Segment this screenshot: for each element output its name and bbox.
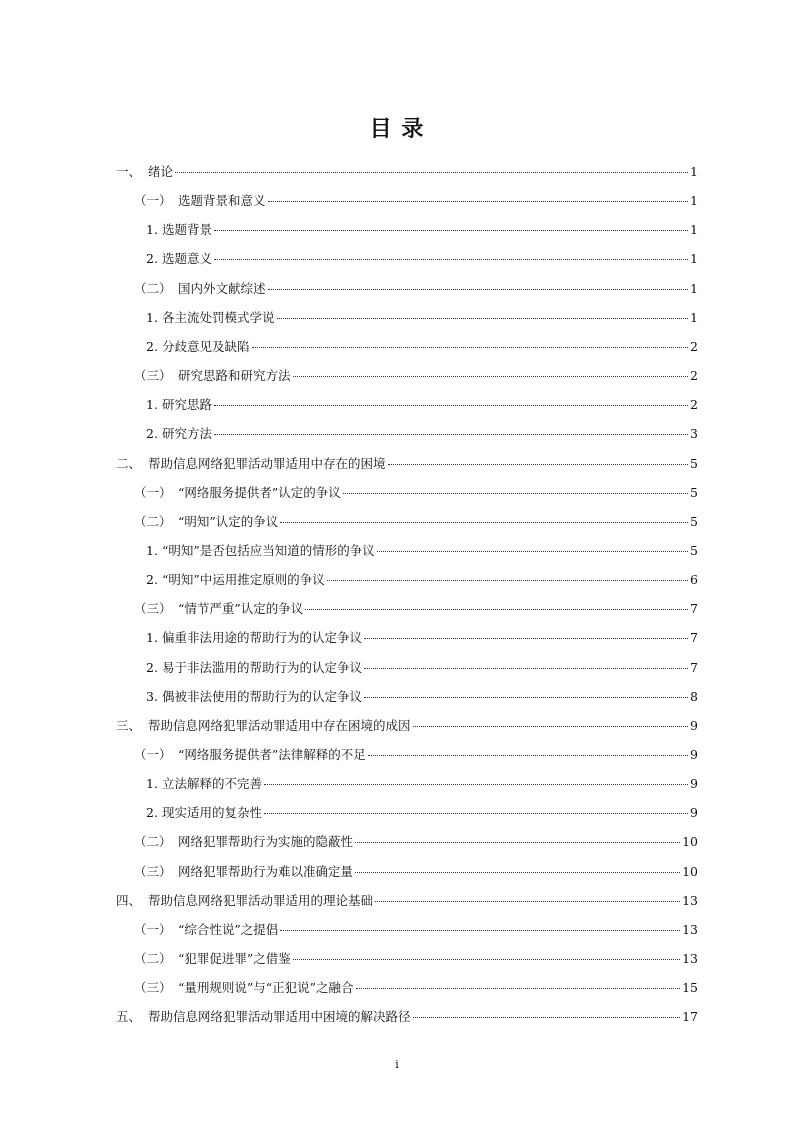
toc-entry-title: “犯罪促进罪”之借鉴 [178, 951, 291, 967]
toc-entry-page: 9 [690, 747, 698, 762]
toc-dot-leader [355, 860, 680, 873]
toc-entry-number: （二） [134, 951, 172, 967]
toc-entry-page: 2 [690, 338, 698, 354]
toc-entry-title: 分歧意见及缺陷 [162, 338, 250, 354]
toc-entry-number: 1. [146, 630, 158, 646]
toc-dot-leader [293, 947, 680, 960]
toc-entry-page: 1 [690, 251, 698, 267]
toc-entry-title: 帮助信息网络犯罪活动罪适用中存在困境的成因 [148, 717, 411, 733]
toc-entry-title: “网络服务提供者”认定的争议 [178, 484, 341, 500]
toc-entry-number: 2. [146, 805, 158, 821]
toc-dot-leader [175, 160, 688, 173]
toc-entry-title: “量刑规则说”与“正犯说”之融合 [178, 980, 354, 996]
toc-entry-page: 5 [690, 542, 698, 558]
toc-entry-page: 9 [690, 805, 698, 821]
toc-entry-title: 选题背景和意义 [178, 193, 266, 209]
toc-entry-title: 现实适用的复杂性 [162, 805, 263, 821]
toc-entry[interactable] [146, 686, 698, 708]
toc-entry-number: （二） [134, 280, 172, 296]
toc-entry-page: 7 [690, 601, 698, 617]
toc-entry[interactable] [134, 278, 698, 300]
toc-entry-number: （一） [134, 747, 172, 762]
toc-entry-page: 7 [690, 630, 698, 646]
toc-entry[interactable] [134, 919, 698, 941]
toc-dot-leader [214, 422, 688, 435]
toc-entry-number: 2. [146, 572, 158, 588]
toc-entry-number: （一） [134, 484, 172, 500]
toc-entry[interactable] [146, 802, 698, 824]
toc-dot-leader [364, 626, 688, 639]
toc-entry-page: 17 [682, 1009, 698, 1025]
toc-entry-title: 网络犯罪帮助行为实施的隐蔽性 [178, 834, 354, 850]
toc-entry-number: （一） [134, 921, 172, 937]
toc-entry[interactable] [134, 598, 698, 620]
toc-entry-page: 1 [690, 280, 698, 296]
toc-dot-leader [293, 364, 689, 377]
toc-dot-leader [280, 918, 680, 931]
toc-entry[interactable] [146, 394, 698, 416]
toc-entry[interactable] [146, 540, 698, 562]
toc-entry-page: 1 [690, 193, 698, 209]
toc-entry-page: 7 [690, 659, 698, 675]
page-number-footer: i [395, 1058, 399, 1071]
toc-dot-leader [356, 976, 681, 989]
toc-entry-title: 帮助信息网络犯罪活动罪适用中困境的解决路径 [148, 1009, 411, 1025]
toc-entry-title: 偶被非法使用的帮助行为的认定争议 [162, 688, 363, 704]
toc-entry-title: 偏重非法用途的帮助行为的认定争议 [162, 630, 363, 646]
toc-entry-number: 1. [146, 542, 158, 558]
toc-dot-leader [413, 714, 689, 727]
toc-dot-leader [268, 189, 689, 202]
toc-entry-number: 1. [146, 309, 158, 325]
toc-entry-page: 13 [682, 892, 698, 908]
toc-entry-title: 网络犯罪帮助行为难以准确定量 [178, 863, 354, 879]
toc-entry[interactable] [146, 773, 698, 795]
toc-dot-leader [364, 685, 688, 698]
toc-entry-title: 各主流处罚模式学说 [162, 309, 275, 325]
toc-dot-leader [214, 247, 688, 260]
toc-dot-leader [364, 656, 688, 669]
toc-entry-number: 四、 [116, 892, 142, 908]
toc-entry[interactable] [146, 248, 698, 270]
toc-entry-title: 研究思路 [162, 397, 213, 413]
toc-entry-page: 5 [690, 513, 698, 529]
toc-entry-number: 五、 [116, 1009, 142, 1025]
toc-entry-title: 帮助信息网络犯罪活动罪适用的理论基础 [148, 892, 374, 908]
toc-entry-number: （三） [134, 863, 172, 879]
toc-dot-leader [264, 801, 688, 814]
toc-entry-page: 10 [682, 863, 698, 879]
toc-dot-leader [375, 889, 680, 902]
toc-dot-leader [252, 335, 689, 348]
toc-entry-number: 2. [146, 251, 158, 267]
toc-entry[interactable] [146, 336, 698, 358]
toc-entry[interactable] [134, 977, 698, 999]
toc-entry-title: 研究思路和研究方法 [178, 368, 291, 384]
toc-entry[interactable] [134, 861, 698, 883]
toc-entry-page: 1 [690, 309, 698, 325]
toc-entry-page: 13 [682, 921, 698, 937]
toc-entry[interactable] [116, 161, 698, 183]
toc-entry-title: 易于非法滥用的帮助行为的认定争议 [162, 659, 363, 675]
toc-entry-number: （二） [134, 513, 172, 529]
toc-entry[interactable] [134, 831, 698, 853]
toc-entry-number: 3. [146, 688, 158, 704]
toc-entry[interactable] [146, 219, 698, 241]
toc-entry-number: 三、 [116, 717, 142, 733]
toc-dot-leader [264, 772, 688, 785]
toc-dot-leader [327, 568, 688, 581]
toc-entry-number: （三） [134, 980, 172, 996]
toc-entry-title: 研究方法 [162, 426, 213, 442]
toc-entry-number: 2. [146, 426, 158, 442]
toc-dot-leader [377, 539, 688, 552]
toc-entry-page: 2 [690, 368, 698, 384]
toc-entry-title: “明知”中运用推定原则的争议 [162, 572, 325, 588]
toc-dot-leader [214, 218, 688, 231]
toc-entry[interactable] [146, 423, 698, 445]
toc-entry-page: 5 [690, 455, 698, 471]
toc-entry-number: 1. [146, 222, 158, 238]
toc-entry-title: 选题意义 [162, 251, 213, 267]
toc-entry-page: 5 [690, 484, 698, 500]
toc-dot-leader [214, 393, 688, 406]
toc-entry[interactable] [116, 890, 698, 912]
toc-entry-number: 2. [146, 338, 158, 354]
toc-entry-title: “综合性说”之提倡 [178, 921, 279, 937]
toc-dot-leader [355, 830, 680, 843]
toc-dot-leader [280, 510, 688, 523]
toc-dot-leader [388, 452, 689, 465]
toc-entry-title: 选题背景 [162, 222, 213, 238]
toc-entry-page: 3 [690, 426, 698, 442]
toc-entry[interactable] [134, 948, 698, 970]
toc-dot-leader [305, 597, 688, 610]
toc-entry-title: 帮助信息网络犯罪活动罪适用中存在的困境 [148, 455, 386, 471]
toc-entry[interactable] [134, 365, 698, 387]
toc-entry[interactable] [134, 190, 698, 212]
toc-entry-page: 15 [682, 980, 698, 996]
toc-entry[interactable] [146, 627, 698, 649]
toc-dot-leader [413, 1005, 681, 1018]
toc-dot-leader [277, 306, 689, 319]
toc-entry-number: 2. [146, 659, 158, 675]
toc-entry[interactable] [146, 569, 698, 591]
toc-entry-number: （二） [134, 834, 172, 850]
toc-entry[interactable] [146, 307, 698, 329]
toc-entry-number: （三） [134, 368, 172, 384]
toc-entry[interactable] [116, 453, 698, 475]
toc-entry-title: 立法解释的不完善 [162, 776, 263, 792]
toc-entry-title: “明知”是否包括应当知道的情形的争议 [162, 542, 375, 558]
toc-dot-leader [268, 277, 689, 290]
toc-entry-page: 9 [690, 717, 698, 733]
toc-entry-page: 9 [690, 776, 698, 792]
toc-entry-title: 绪论 [148, 164, 174, 179]
toc-entry-number: 1. [146, 397, 158, 413]
toc-entry-title: “网络服务提供者”法律解释的不足 [178, 747, 366, 762]
toc-entry-number: 1. [146, 776, 158, 792]
toc-entry-page: 8 [690, 688, 698, 704]
toc-entry[interactable] [116, 715, 698, 737]
toc-entry-page: 6 [690, 572, 698, 588]
toc-entry[interactable] [134, 482, 698, 504]
toc-entry-number: （三） [134, 601, 172, 617]
toc-entry-title: “情节严重”认定的争议 [178, 601, 304, 617]
toc-entry-title: “明知”认定的争议 [178, 513, 279, 529]
toc-entry-number: 二、 [116, 455, 142, 471]
toc-entry-page: 2 [690, 397, 698, 413]
toc-entry-number: 一、 [116, 164, 142, 179]
toc-entry-page: 10 [682, 834, 698, 850]
toc-entry-number: （一） [134, 193, 172, 209]
toc-entry-title: 国内外文献综述 [178, 280, 266, 296]
page-title: 目 录 [369, 117, 425, 142]
toc-entry-page: 1 [690, 164, 698, 179]
toc-dot-leader [343, 481, 688, 494]
toc-entry[interactable] [146, 657, 698, 679]
toc-entry-page: 13 [682, 951, 698, 967]
toc-entry[interactable] [134, 744, 698, 766]
toc-entry-page: 1 [690, 222, 698, 238]
toc-entry[interactable] [116, 1006, 698, 1028]
toc-entry[interactable] [134, 511, 698, 533]
toc-dot-leader [368, 743, 688, 756]
